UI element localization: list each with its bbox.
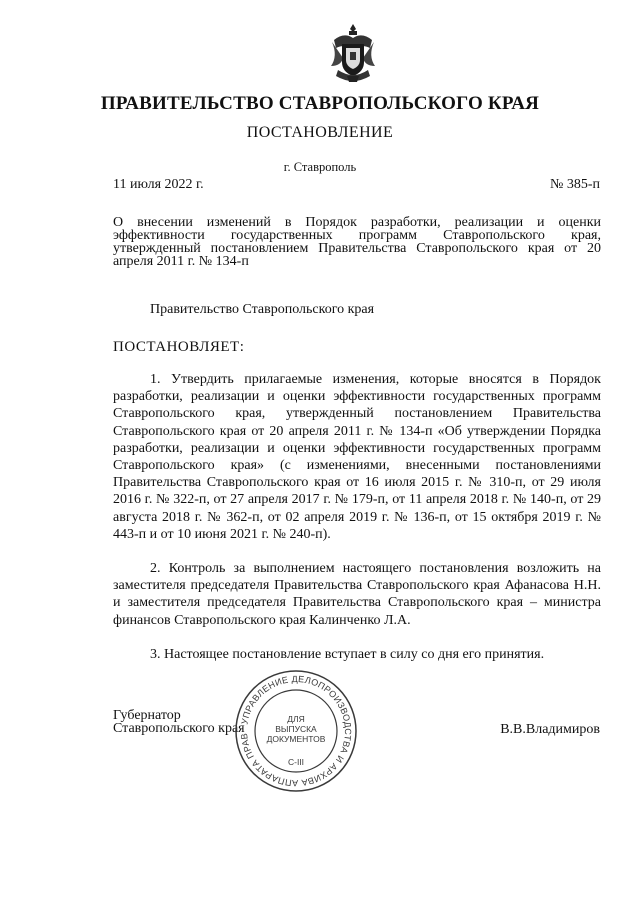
paragraph-2: 2. Контроль за выполнением настоящего постановления возложить на заместителя председателя Правительства Ставропольского края Афанасова Н.Н. и заместителя председателя Правительства Ставропольского края – министра финансов Ставропольского края Калинченко Л.А. (113, 561, 601, 628)
document-number: № 385-п (549, 177, 600, 192)
signatory-role (113, 709, 245, 735)
government-line: Правительство Ставропольского края (150, 302, 375, 317)
signatory-role-line-1: Губернатор (113, 708, 181, 723)
official-stamp (232, 668, 360, 794)
stamp-center-line-1: ДЛЯ (287, 714, 305, 724)
government-title: ПРАВИТЕЛЬСТВО СТАВРОПОЛЬСКОГО КРАЯ (100, 93, 540, 114)
paragraph-1: 1. Утвердить прилагаемые изменения, которые вносятся в Порядок разработки, реализации и оценки эффективности государственных программ Ставропольского края, утвержденный постановлением Правительства Ставропольского края от 20 апреля 2011 г. № 134-п «Об утверждении Порядка разработки, реализации и оценки эффективности государственных программ Ставропольского края» (с изменениями, внесенными постановлениями Правительства Ставропольского края от 16 июля 2015 г. № 310-п, от 29 июля 2016 г. № 322-п, от 27 апреля 2017 г. № 179-п, от 11 апреля 2018 г. № 140-п, от 29 августа 2018 г. № 362-п, от 02 апреля 2019 г. № 136-п, от 15 октября 2019 г. № 443-п и от 10 июня 2021 г. № 240-п). (113, 372, 601, 542)
signatory-role-line-2: Ставропольского края (113, 721, 245, 736)
stamp-code: С-III (287, 757, 305, 767)
city-line: г. Ставрополь (283, 160, 357, 174)
signatory-name: В.В.Владимиров (500, 722, 600, 737)
document-date: 11 июля 2022 г. (113, 177, 204, 192)
document-subject: О внесении изменений в Порядок разработки, реализации и оценки эффективности государственных программ Ставропольского края, утвержденный постановлением Правительства Ставропольского края от 20 апреля 2011 г. № 134-п (113, 215, 601, 269)
stamp-center-line-2: ВЫПУСКА (275, 724, 317, 734)
decrees-heading: ПОСТАНОВЛЯЕТ: (113, 339, 245, 355)
document-type: ПОСТАНОВЛЕНИЕ (246, 124, 394, 141)
paragraph-3: 3. Настоящее постановление вступает в силу со дня его принятия. (150, 647, 545, 662)
stamp-ring-text: УПРАВЛЕНИЕ ДЕЛОПРОИЗВОДСТВА И АРХИВА АППАРАТА ПРАВ (238, 673, 354, 789)
coat-of-arms-emblem (330, 22, 376, 84)
stamp-center-line-3: ДОКУМЕНТОВ (266, 734, 326, 744)
